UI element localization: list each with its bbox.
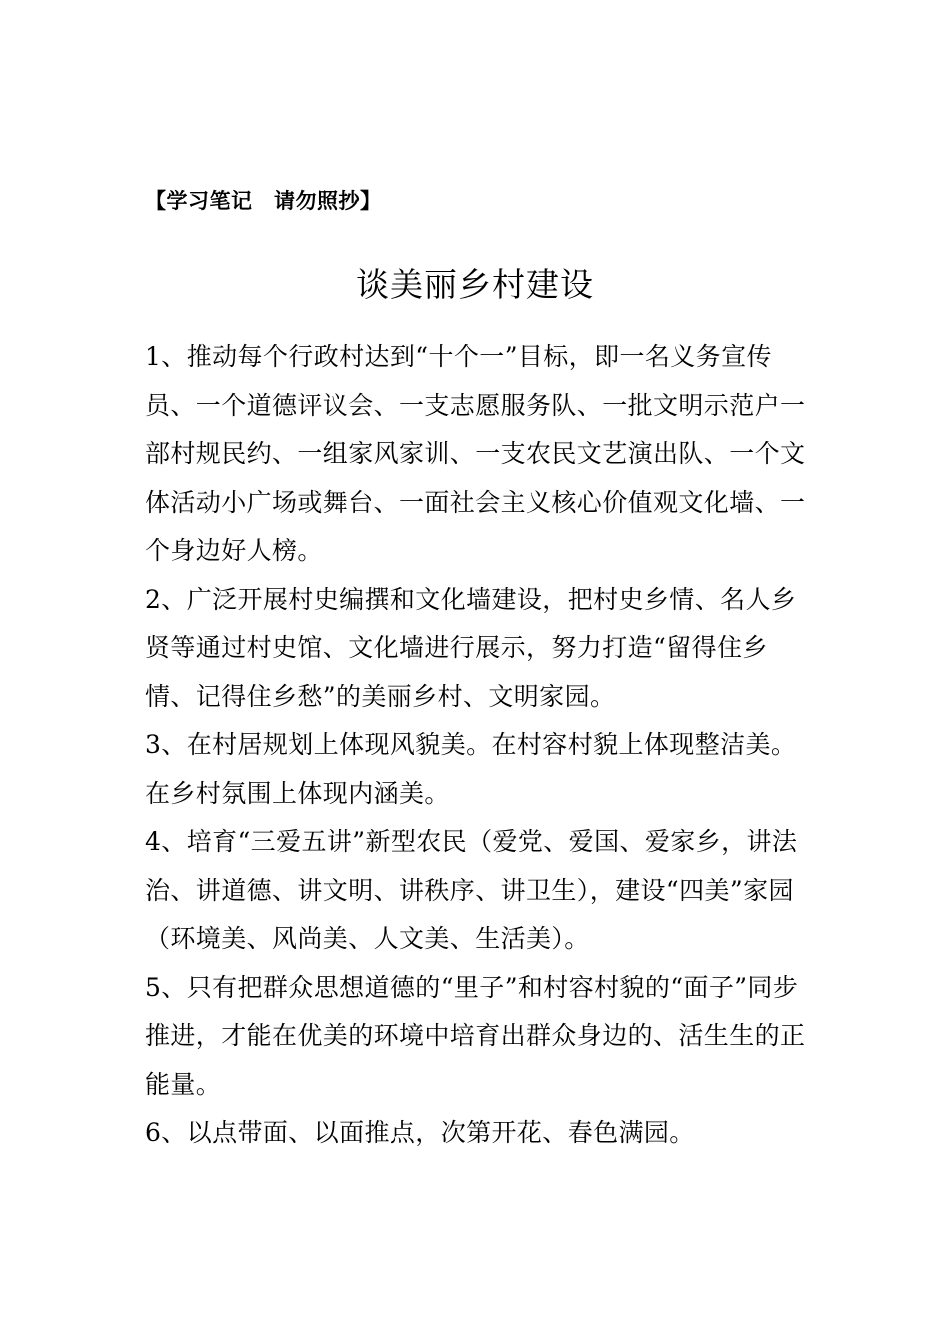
paragraph-6: 6、以点带面、以面推点，次第开花、春色满园。: [145, 1118, 695, 1147]
document-title: 谈美丽乡村建设: [356, 265, 594, 304]
paragraph-5: 5、只有把群众思想道德的“里子”和村容村貌的“面子”同步推进，才能在优美的环境中培育出群众身边的、活生生的正能量。: [145, 972, 806, 1099]
paragraph-1: 1、推动每个行政村达到“十个一”目标，即一名义务宣传员、一个道德评议会、一支志愿服务队、一批文明示范户一部村规民约、一组家风家训、一支农民文艺演出队、一个文体活动小广场或舞台、一面社会主义核心价值观文化墙、一个身边好人榜。: [145, 342, 806, 565]
study-note-label: 【学习笔记 请勿照抄】: [145, 189, 382, 213]
paragraph-4: 4、培育“三爱五讲”新型农民（爱党、爱国、爱家乡，讲法治、讲道德、讲文明、讲秩序、讲卫生），建设“四美”家园（环境美、风尚美、人文美、生活美）。: [145, 827, 798, 953]
paragraph-2: 2、广泛开展村史编撰和文化墙建设，把村史乡情、名人乡贤等通过村史馆、文化墙进行展示，努力打造“留得住乡情、记得住乡愁”的美丽乡村、文明家园。: [145, 584, 797, 711]
paragraph-3: 3、在村居规划上体现风貌美。在村容村貌上体现整洁美。在乡村氛围上体现内涵美。: [145, 730, 797, 808]
document-body: [145, 333, 810, 1158]
